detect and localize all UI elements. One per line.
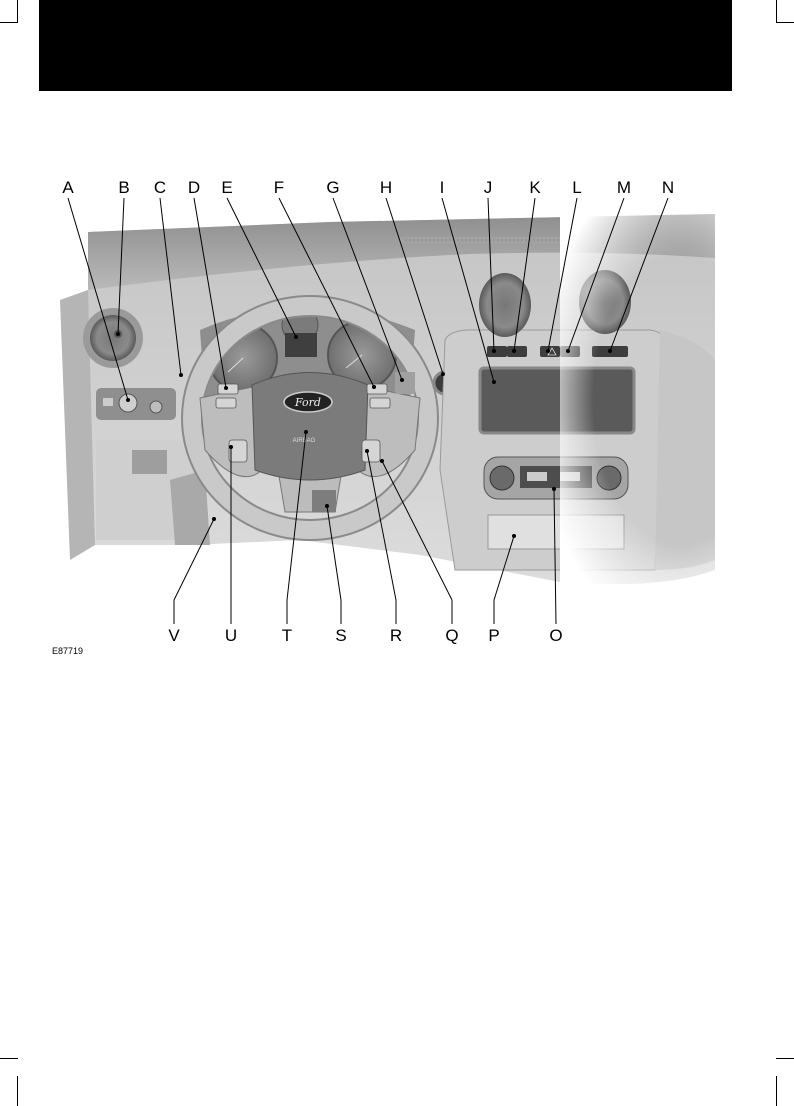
callout-letter: G	[326, 178, 340, 197]
callout-letter: Q	[445, 626, 459, 645]
callout-letter: H	[379, 178, 393, 197]
callout-letter: P	[488, 626, 500, 645]
callout-letter: I	[439, 178, 445, 197]
callout-letter: K	[529, 178, 541, 197]
callout-letter: A	[62, 178, 74, 197]
callout-letter: J	[483, 178, 493, 197]
callout-letter: D	[187, 178, 201, 197]
figure-id: E87719	[52, 646, 84, 656]
callout-letter: C	[153, 178, 167, 197]
callout-letter: O	[549, 626, 563, 645]
callout-letter: V	[168, 626, 180, 645]
callout-letter: S	[335, 626, 347, 645]
callout-letter: F	[273, 178, 285, 197]
ford-badge-text: Ford	[295, 396, 321, 409]
callout-letter: E	[221, 178, 233, 197]
info-display	[285, 333, 317, 357]
steering-column	[312, 490, 336, 512]
callout-letter: N	[661, 178, 675, 197]
callout-letter: R	[389, 626, 403, 645]
callout-letter: L	[572, 178, 582, 197]
callout-letter: B	[118, 178, 130, 197]
airbag-hub	[252, 373, 368, 481]
callout-letter: M	[616, 178, 632, 197]
callout-letter: T	[281, 626, 293, 645]
airbag-text: AIRBAG	[292, 438, 316, 444]
switch-j	[487, 346, 507, 357]
switch-k	[507, 346, 527, 357]
callout-letter: U	[224, 626, 238, 645]
